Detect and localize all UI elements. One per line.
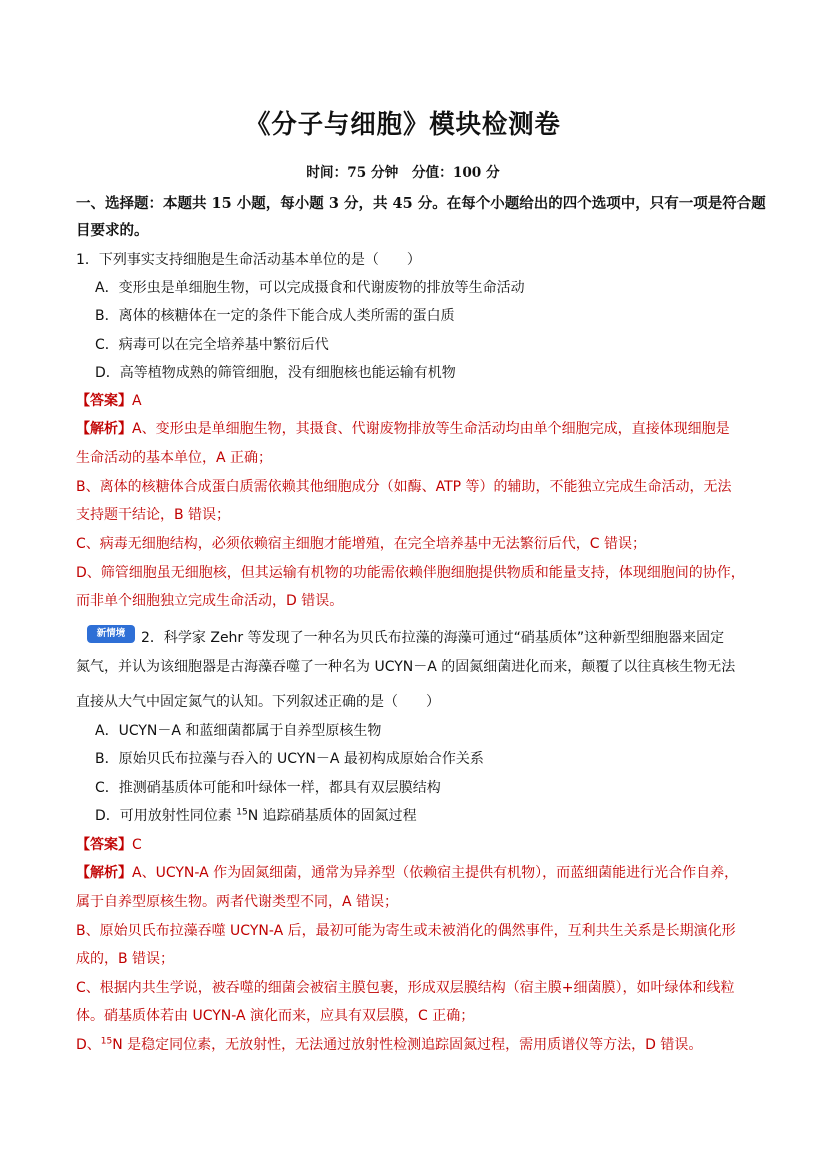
q2-last-post: N 是稳定同位素，无放射性，无法通过放射性检测追踪固氮过程，需用质谱仪等方法，D 错误。 (112, 1037, 703, 1053)
new-context-badge: 新情境 (87, 625, 135, 643)
q2-option-d-post: N 追踪硝基质体的固氮过程 (247, 808, 417, 824)
q1-analysis-line (76, 418, 730, 438)
q1-analysis-line: B、离体的核糖体合成蛋白质需依赖其他细胞成分（如酶、ATP 等）的辅助，不能独立完成生命活动，无法 (76, 479, 732, 495)
q2-analysis-last-line (76, 1034, 702, 1054)
q2-analysis-text: A、UCYN-A 作为固氮细菌，通常为异养型（依赖宿主提供有机物），而蓝细菌能进行光合作自养， (132, 865, 739, 881)
q1-option-d: D．高等植物成熟的筛管细胞，没有细胞核也能运输有机物 (95, 365, 456, 381)
answer-tag: 【答案】 (76, 393, 132, 409)
analysis-tag: 【解析】 (76, 421, 132, 437)
q1-option-a: A．变形虫是单细胞生物，可以完成摄食和代谢废物的排放等生命活动 (95, 280, 525, 296)
q2-option-b: B．原始贝氏布拉藻与吞入的 UCYN－A 最初构成原始合作关系 (95, 751, 484, 767)
q2-option-d (95, 805, 417, 825)
q1-analysis-line: 而非单个细胞独立完成生命活动，D 错误。 (76, 593, 344, 609)
q2-stem-line: 氮气，并认为该细胞器是古海藻吞噬了一种名为 UCYN－A 的固氮细菌进化而来，颠覆了以往真核生物无法 (76, 659, 736, 675)
q2-analysis-line: C、根据内共生学说，被吞噬的细菌会被宿主膜包裹，形成双层膜结构（宿主膜+细菌膜），如叶绿体和线粒 (76, 980, 735, 996)
q2-answer-value: C (132, 837, 142, 853)
q1-analysis-line: 支持题干结论，B 错误； (76, 507, 231, 523)
answer-tag: 【答案】 (76, 837, 132, 853)
q2-option-c: C．推测硝基质体可能和叶绿体一样，都具有双层膜结构 (95, 780, 441, 796)
q2-answer (76, 834, 142, 854)
q2-stem-line: 2．科学家 Zehr 等发现了一种名为贝氏布拉藻的海藻可通过“硝基质体”这种新型细胞器来固定 (141, 630, 725, 646)
q2-analysis-line: 体。硝基质体若由 UCYN-A 演化而来，应具有双层膜，C 正确； (76, 1008, 475, 1024)
q1-analysis-line: D、筛管细胞虽无细胞核，但其运输有机物的功能需依赖伴胞细胞提供物质和能量支持，体现细胞间的协作， (76, 565, 745, 581)
q2-option-d-sup: 15 (236, 807, 248, 818)
q1-analysis-line: C、病毒无细胞结构，必须依赖宿主细胞才能增殖，在完全培养基中无法繁衍后代，C 错误； (76, 536, 646, 552)
q2-analysis-line (76, 862, 738, 882)
q1-answer (76, 390, 142, 410)
q2-option-d-pre: D．可用放射性同位素 (95, 808, 237, 824)
q1-stem: 1．下列事实支持细胞是生命活动基本单位的是（ ） (76, 252, 421, 268)
q2-stem-line: 直接从大气中固定氮气的认知。下列叙述正确的是（ ） (76, 694, 440, 710)
q2-analysis-line: B、原始贝氏布拉藻吞噬 UCYN-A 后，最初可能为寄生或未被消化的偶然事件，互利共生关系是长期演化形 (76, 923, 736, 939)
q2-analysis-line: 属于自养型原核生物。两者代谢类型不同，A 错误； (76, 894, 399, 910)
section-heading-line1: 一、选择题：本题共 15 小题，每小题 3 分，共 45 分。在每个小题给出的四个选项中，只有一项是符合题 (76, 195, 766, 212)
q1-option-c: C．病毒可以在完全培养基中繁衍后代 (95, 337, 329, 353)
q2-last-sup: 15 (100, 1036, 113, 1047)
q1-answer-value: A (132, 393, 142, 409)
q2-option-a: A．UCYN－A 和蓝细菌都属于自养型原核生物 (95, 723, 382, 739)
analysis-tag: 【解析】 (76, 865, 132, 881)
q2-analysis-line: 成的，B 错误； (76, 951, 175, 967)
q1-analysis-line: 生命活动的基本单位，A 正确； (76, 450, 273, 466)
section-heading-line2: 目要求的。 (76, 222, 149, 239)
q1-analysis-text: A、变形虫是单细胞生物，其摄食、代谢废物排放等生命活动均由单个细胞完成，直接体现细胞是 (132, 421, 730, 437)
q1-option-b: B．离体的核糖体在一定的条件下能合成人类所需的蛋白质 (95, 308, 455, 324)
page-title: 《分子与细胞》模块检测卷 (245, 110, 561, 140)
q2-last-pre: D、 (76, 1037, 101, 1053)
exam-meta: 时间：75 分钟 分值：100 分 (306, 165, 500, 181)
